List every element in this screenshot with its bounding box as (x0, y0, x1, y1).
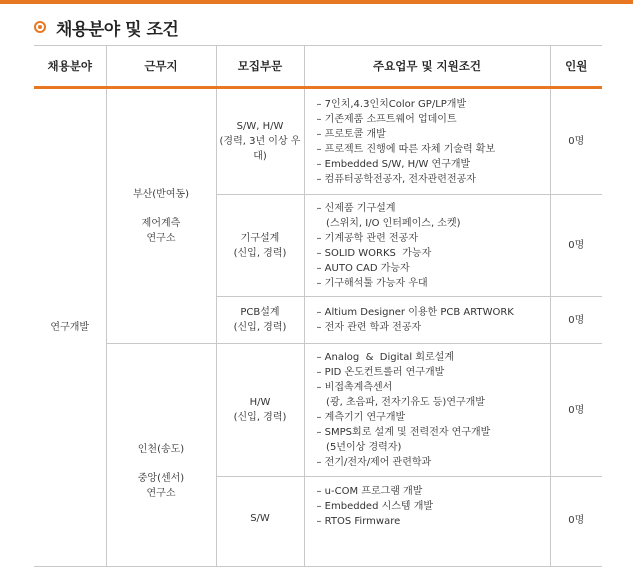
duty-item: – Embedded S/W, H/W 연구개발 (316, 158, 471, 170)
location-cell-incheon (106, 344, 216, 567)
duties-cell (304, 88, 550, 195)
duties-cell (304, 477, 550, 567)
duties-cell (304, 344, 550, 477)
count-cell: 0명 (550, 297, 602, 344)
count-cell: 0명 (550, 344, 602, 477)
target-bullet-icon (34, 21, 46, 33)
header-location: 근무지 (106, 46, 216, 88)
duties-list (317, 484, 550, 529)
duty-item: – 프로젝트 진행에 따른 자체 기술력 확보 (316, 143, 496, 155)
department-cell (216, 195, 304, 297)
header-count: 인원 (550, 46, 602, 88)
department-condition: (경력, 3년 이상 우대) (219, 136, 301, 162)
duty-item: – Altium Designer 이용한 PCB ARTWORK (316, 307, 514, 318)
duty-item: – 컴퓨터공학전공자, 전자관련전공자 (316, 173, 476, 185)
duty-item: – AUTO CAD 가능자 (316, 262, 410, 274)
location-city: 인천(송도) (137, 444, 185, 455)
location-office: 중앙(센서) (137, 473, 185, 484)
header-duties: 주요업무 및 지원조건 (304, 46, 550, 88)
duty-item: – u-COM 프로그램 개발 (316, 486, 423, 497)
table-row (34, 88, 602, 195)
location-office: 연구소 (146, 232, 176, 244)
recruitment-table (34, 45, 602, 567)
header-department: 모집부문 (216, 46, 304, 88)
location-city: 부산(반여동) (132, 188, 190, 200)
duty-item: (광, 초음파, 전자기유도 등)연구개발 (316, 397, 485, 408)
duty-item: – 기계공학 관련 전공자 (316, 232, 418, 244)
duty-item: – 프로토콜 개발 (316, 128, 386, 140)
duty-item: – PID 온도컨트롤러 연구개발 (316, 367, 445, 378)
duties-list (317, 201, 550, 291)
duty-item: – 전기/전자/제어 관련학과 (316, 457, 432, 468)
duty-item: – SOLID WORKS 가능자 (316, 247, 432, 259)
duty-item: – Embedded 시스템 개발 (316, 501, 434, 512)
department-condition: (신입, 경력) (233, 247, 287, 259)
duty-item: – SMPS회로 설계 및 전력전자 연구개발 (316, 427, 491, 438)
department-cell (216, 344, 304, 477)
duties-list (317, 350, 550, 470)
duty-item: – RTOS Firmware (316, 516, 401, 527)
count-cell: 0명 (550, 195, 602, 297)
department-cell (216, 297, 304, 344)
duty-item: – 기존제품 소프트웨어 업데이트 (316, 113, 457, 125)
location-cell-busan (106, 88, 216, 344)
section-title: 채용분야 및 조건 (56, 19, 179, 40)
duty-item: (스위치, I/O 인터페이스, 소켓) (316, 217, 461, 229)
department-condition: (신입, 경력) (233, 412, 287, 423)
section-heading (34, 14, 178, 40)
duty-item: (5년이상 경력자) (316, 442, 402, 453)
table-row (34, 344, 602, 477)
duty-item: – 신제품 기구설계 (316, 202, 396, 214)
table-header-row (34, 46, 602, 88)
duty-item: – 전자 관련 학과 전공자 (316, 322, 422, 333)
top-accent-bar (0, 0, 633, 4)
department-cell (216, 477, 304, 567)
department-name: S/W (250, 513, 270, 524)
department-name: S/W, H/W (236, 121, 284, 132)
count-cell: 0명 (550, 477, 602, 567)
duty-item: – Analog & Digital 회로설계 (316, 352, 454, 363)
field-cell: 연구개발 (34, 88, 106, 567)
department-condition: (신입, 경력) (233, 322, 287, 333)
duty-item: – 비접촉계측센서 (316, 382, 393, 393)
department-cell (216, 88, 304, 195)
location-office: 연구소 (146, 488, 176, 499)
count-cell: 0명 (550, 88, 602, 195)
department-name: PCB설계 (240, 307, 280, 318)
duty-item: – 7인치,4.3인치Color GP/LP개발 (316, 98, 467, 110)
duties-cell (304, 195, 550, 297)
location-office: 제어계측 (141, 217, 181, 229)
duty-item: – 계측기기 연구개발 (316, 412, 406, 423)
duties-list (317, 97, 550, 187)
header-field: 채용분야 (34, 46, 106, 88)
duties-list (317, 305, 550, 335)
duty-item: – 기구해석툴 가능자 우대 (316, 277, 428, 289)
duties-cell (304, 297, 550, 344)
department-name: 기구설계 (240, 232, 280, 244)
department-name: H/W (249, 397, 271, 408)
